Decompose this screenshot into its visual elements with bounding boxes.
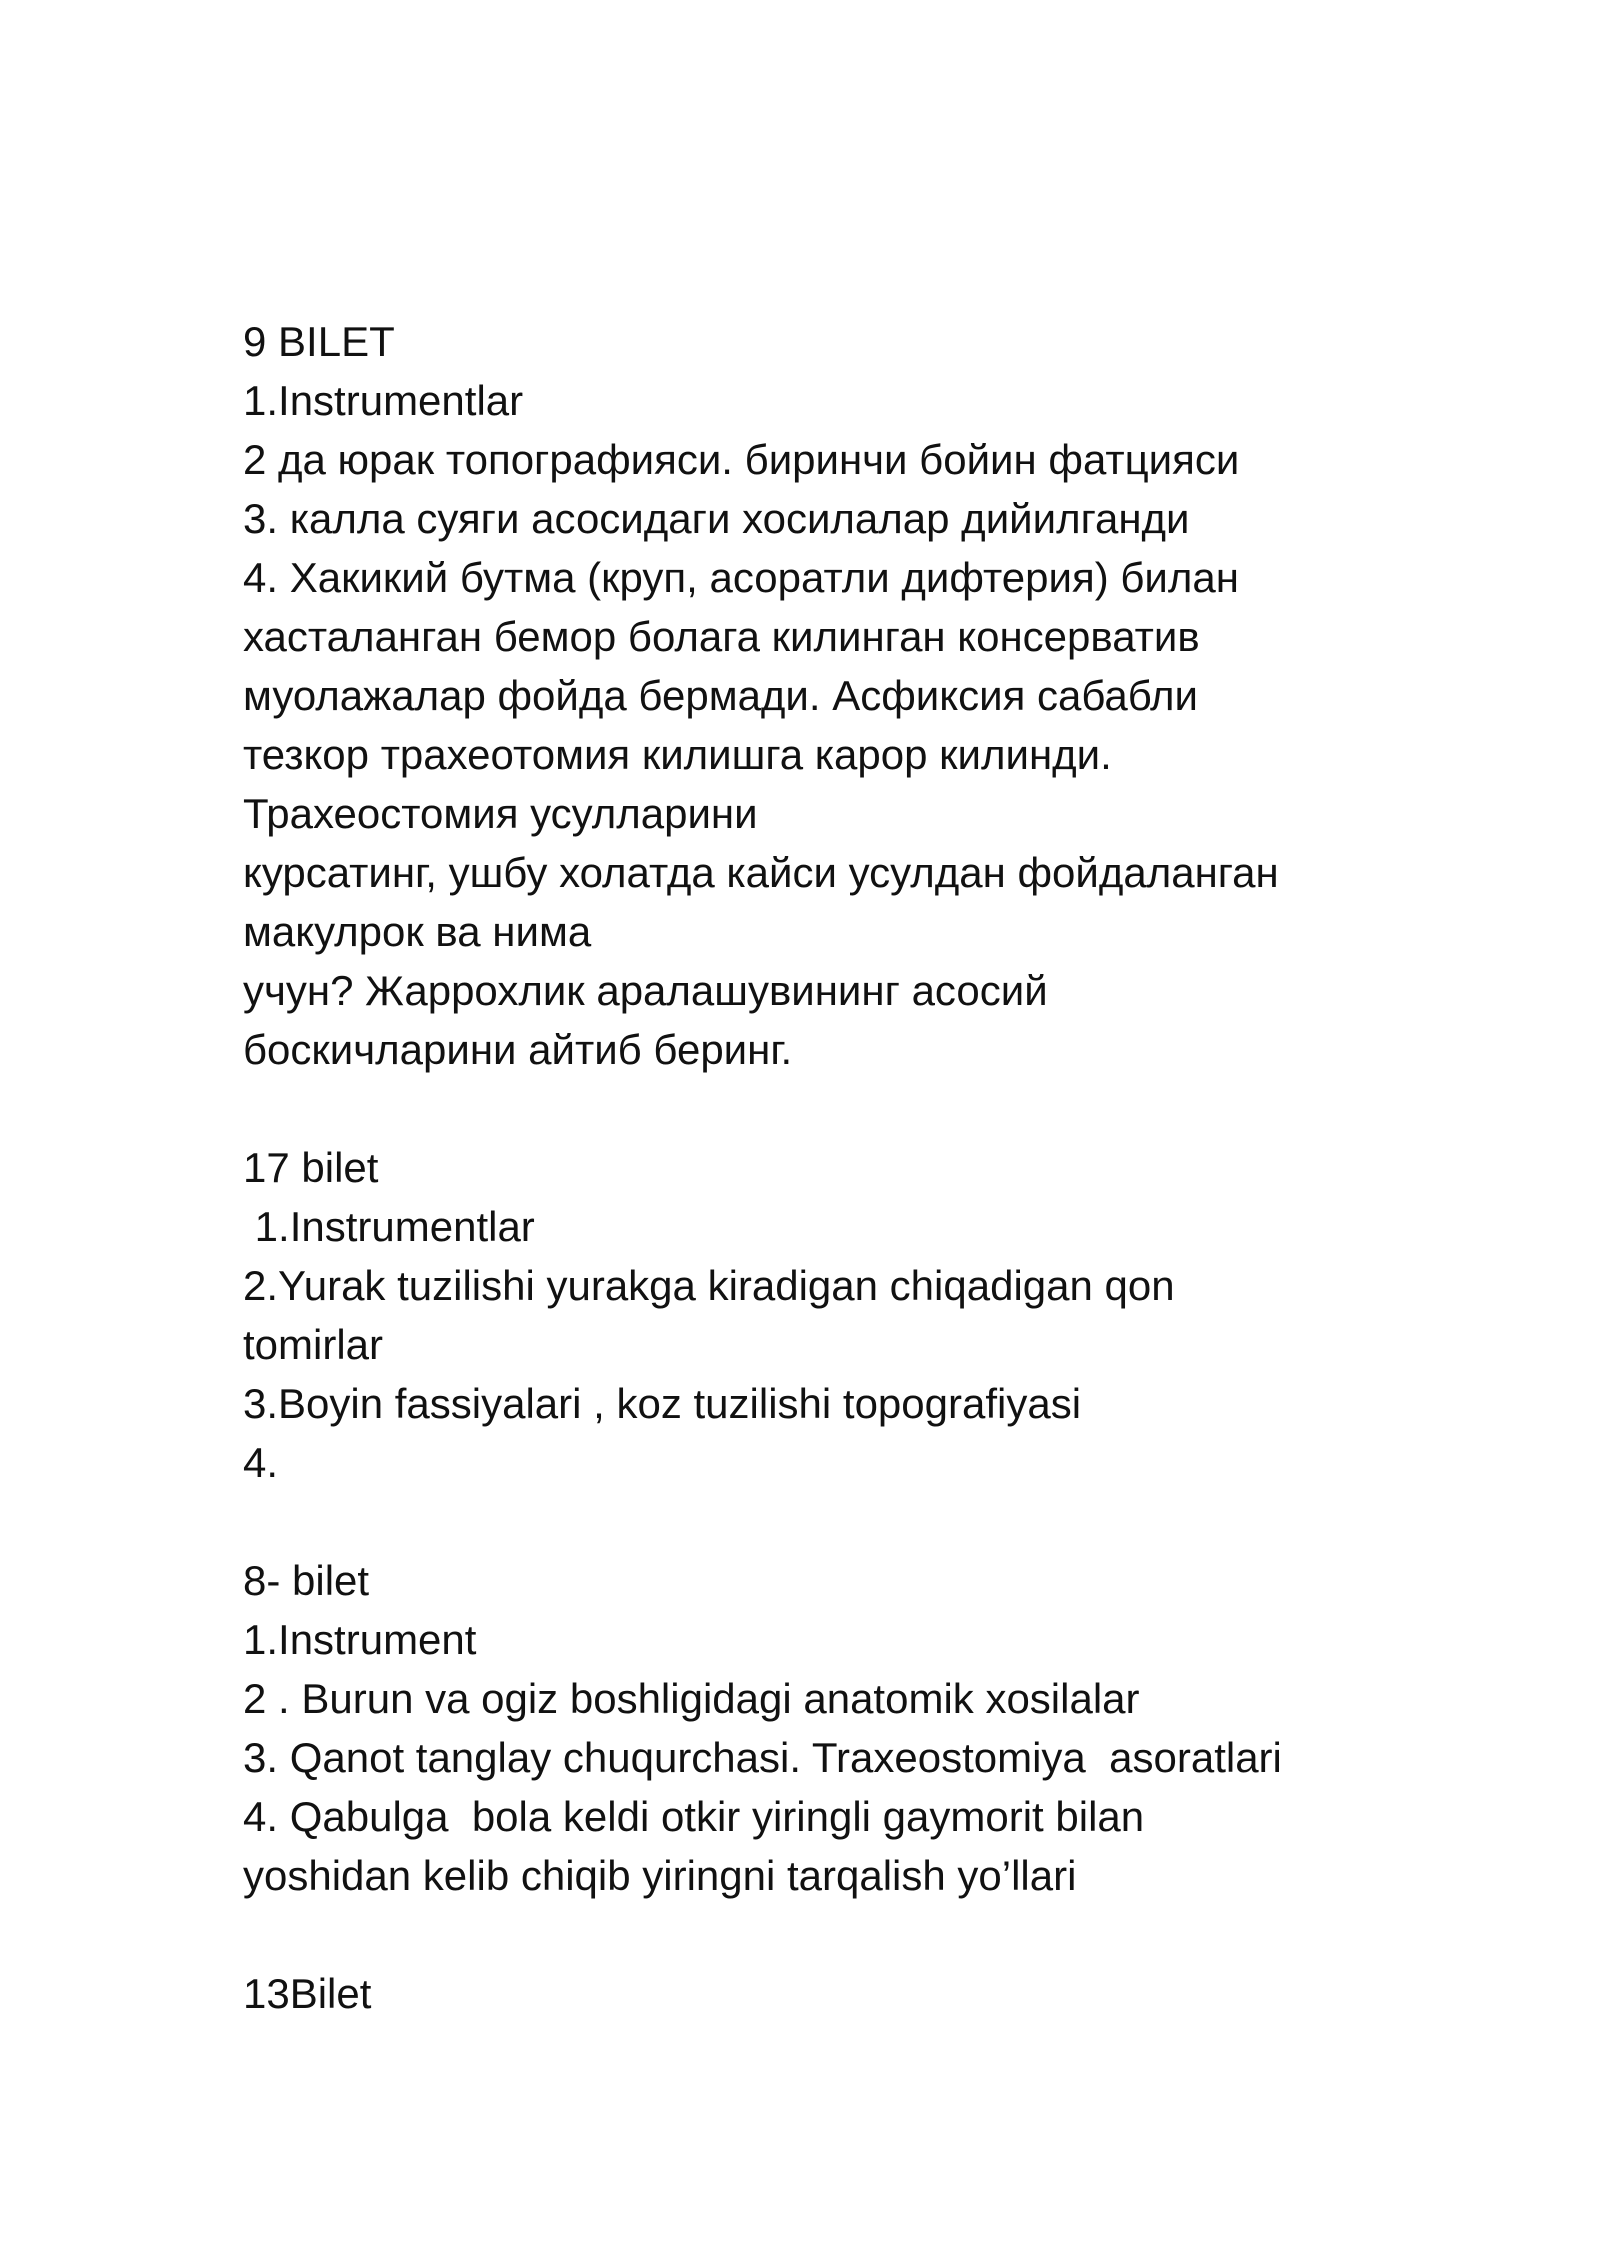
ticket-9 [243,312,1393,1079]
blank-line [243,1492,1393,1551]
ticket-line: Трахеостомия усулларини [243,790,758,837]
ticket-line: 1.Instrument [243,1616,477,1663]
ticket-title: 8- bilet [243,1557,370,1604]
blank-line [243,1079,1393,1138]
ticket-line: курсатинг, ушбу холатда кайси усулдан фойдаланган [243,849,1279,896]
ticket-line: tomirlar [243,1321,384,1368]
ticket-line: 3. Qanot tanglay chuqurchasi. Traxeostomiya asoratlari [243,1734,1282,1781]
blank-line [243,1905,1393,1964]
ticket-17 [243,1138,1393,1492]
ticket-line: 2 . Burun va ogiz boshligidagi anatomik xosilalar [243,1675,1140,1722]
ticket-line: 1.Instrumentlar [243,377,524,424]
ticket-title: 17 bilet [243,1144,379,1191]
ticket-line: 2 да юрак топографияси. биринчи бойин фатцияси [243,436,1240,483]
ticket-line: 4. Хакикий бутма (круп, асоратли дифтерия) билан [243,554,1239,601]
ticket-line: 4. [243,1439,279,1486]
document-content [243,312,1393,2023]
ticket-line: макулрок ва нима [243,908,592,955]
ticket-line: 3.Boyin fassiyalari , koz tuzilishi topografiyasi [243,1380,1082,1427]
ticket-line: yoshidan kelib chiqib yiringni tarqalish yo’llari [243,1852,1077,1899]
ticket-13 [243,1964,1393,2023]
ticket-line: боскичларини айтиб беринг. [243,1026,793,1073]
ticket-line: 1.Instrumentlar [243,1203,535,1250]
ticket-line: хасталанган бемор болага килинган консерватив [243,613,1200,660]
ticket-line: 4. Qabulga bola keldi otkir yiringli gaymorit bilan [243,1793,1145,1840]
ticket-title: 13Bilet [243,1970,372,2017]
ticket-line: тезкор трахеотомия килишга карор килинди. [243,731,1112,778]
ticket-line: 3. калла суяги асосидаги хосилалар дийилганди [243,495,1190,542]
ticket-8 [243,1551,1393,1905]
ticket-title: 9 BILET [243,318,395,365]
ticket-line: 2.Yurak tuzilishi yurakga kiradigan chiqadigan qon [243,1262,1175,1309]
ticket-line: учун? Жаррохлик аралашувининг асосий [243,967,1048,1014]
ticket-line: муолажалар фойда бермади. Асфиксия сабабли [243,672,1198,719]
